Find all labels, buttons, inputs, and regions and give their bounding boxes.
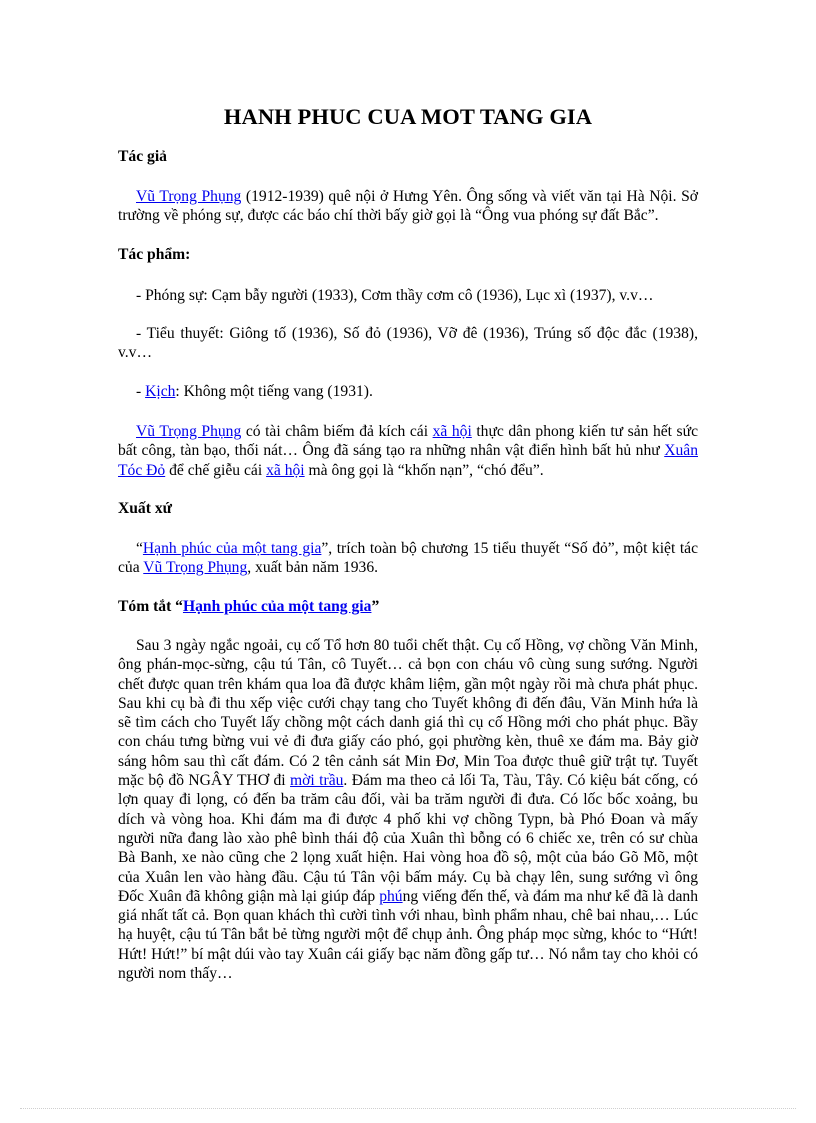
novel-chapter-link[interactable]: Hạnh phúc của một tang gia [142, 540, 322, 557]
author-link[interactable]: Vũ Trọng Phụng [136, 188, 242, 205]
heading-xuat-xu: Xuất xứ [118, 500, 172, 517]
xa-hoi-link[interactable]: xã hội [432, 423, 472, 440]
origin-paragraph [118, 539, 698, 578]
talent-text-4: mà ông gọi là “khốn nạn”, “chó đểu”. [304, 461, 544, 479]
xuan-toc-do-link[interactable]: Xuân Tóc Đỏ [118, 442, 698, 479]
kich-link[interactable]: Kịch [145, 383, 176, 400]
works-item-kich-text: : Không một tiếng vang (1931). [175, 383, 373, 400]
tom-tat-suffix: ” [371, 598, 380, 615]
talent-paragraph [118, 422, 698, 480]
summary-title-link[interactable]: Hạnh phúc của một tang gia [182, 598, 372, 615]
author-link-2[interactable]: Vũ Trọng Phụng [136, 423, 242, 440]
tom-tat-prefix: Tóm tắt “ [118, 598, 183, 615]
works-item-kich [118, 382, 698, 401]
summary-paragraph [118, 636, 698, 983]
works-item-phong-su: - Phóng sự: Cạm bẫy người (1933), Cơm thầy cơm cô (1936), Lục xì (1937), v.v… [136, 287, 654, 304]
summary-text-3: ng viếng đến thế, và đám ma như kể đã là danh giá nhất tất cả. Bọn quan khách thì cười tình với nhau, bình phẩm nhau, chê bai nhau,… Lúc hạ huyệt, cậu tú Tân bắt bẻ từng người một để chụp ảnh. Ông pháp mọc sừng, khóc to “Hứt! Hứt! Hứt!” bí mật dúi vào tay Xuân cái giấy bạc năm đồng gấp tư… Nó nắm tay cho khỏi có người nom thấy… [118, 887, 698, 983]
heading-tom-tat [118, 598, 379, 616]
origin-text-2: , xuất bản năm 1936. [247, 559, 379, 577]
talent-text-3: để chế giễu cái [165, 461, 267, 479]
page-bottom-divider [20, 1108, 796, 1109]
document-title: HANH PHUC CUA MOT TANG GIA [223, 104, 593, 129]
works-item-tieu-thuyet: - Tiểu thuyết: Giông tố (1936), Số đỏ (1936), Vỡ đê (1936), Trúng số độc đắc (1938), v.v… [118, 325, 698, 362]
phu-link[interactable]: phú [379, 887, 403, 905]
heading-tac-pham: Tác phẩm: [118, 246, 191, 263]
author-link-3[interactable]: Vũ Trọng Phụng [143, 559, 248, 577]
summary-text-1: Sau 3 ngày ngắc ngoải, cụ cố Tổ hơn 80 tuổi chết thật. Cụ cố Hồng, vợ chồng Văn Minh, ông phán-mọc-sừng, cậu tú Tân, cô Tuyết… cả bọn con cháu vô cùng sung sướng. Người chết được quan trên khám qua loa đã được khâm liệm, gần một ngày rồi mà chưa phát phục. Sau khi cụ bà đi thu xếp việc cưới chạy tang cho Tuyết không đi đến đâu, Văn Minh hứa là sẽ tìm cách cho Tuyết lấy chồng một cách danh giá thì cụ cố Hồng mới cho phát phục. Bầy con cháu tưng bừng vui vẻ đi đưa giấy cáo phó, gọi phường kèn, thuê xe đám ma. Bảy giờ sáng hôm sau thì cất đám. Có 2 tên cảnh sát Min Đơ, Min Toa được thuê giữ trật tự. Tuyết mặc bộ đồ NGÂY THƠ đi [118, 637, 698, 790]
summary-text-2: . Đám ma theo cả lối Ta, Tàu, Tây. Có kiệu bát cống, có lợn quay đi lọng, có đến ba trăm câu đối, vài ba trăm người đi đưa. Có lốc bốc xoảng, bu dích và vòng hoa. Khi đám ma đi được 4 phố khi vợ chồng Typn, bà Phó Đoan và mấy người nữa đang lào xào phê bình thái độ của Xuân thì bỗng có 6 chiếc xe, trên có sư chùa Bà Banh, xe nào cũng che 2 lọng xuất hiện. Hai vòng hoa đồ sộ, một của báo Gõ Mõ, một của Xuân len vào hàng đầu. Cậu tú Tân vội bấm máy. Cụ bà chạy lên, sung sướng vì ông Đốc Xuân đã không giận mà lại giúp đáp [118, 772, 698, 905]
author-paragraph [118, 187, 698, 226]
origin-text-1: ”, trích toàn bộ chương 15 tiểu thuyết “Số đỏ”, một kiệt tác của [118, 540, 698, 577]
author-text: (1912-1939) quê nội ở Hưng Yên. Ông sống và viết văn tại Hà Nội. Sở trường về phóng sự, được các báo chí thời bấy giờ gọi là “Ông vua phóng sự đất Bắc”. [118, 188, 698, 225]
talent-text-1: có tài châm biếm đả kích cái [241, 423, 433, 440]
moi-trau-link[interactable]: mời trầu [290, 772, 344, 790]
xa-hoi-link-2[interactable]: xã hội [266, 461, 305, 479]
works-item-kich-prefix: - [136, 383, 146, 400]
talent-text-2: thực dân phong kiến tư sản hết sức bất công, tàn bạo, thối nát… Ông đã sáng tạo ra những nhân vật điển hình bất hủ như [118, 423, 698, 460]
origin-open-quote: “ [136, 540, 143, 557]
heading-tac-gia: Tác giả [118, 148, 167, 165]
